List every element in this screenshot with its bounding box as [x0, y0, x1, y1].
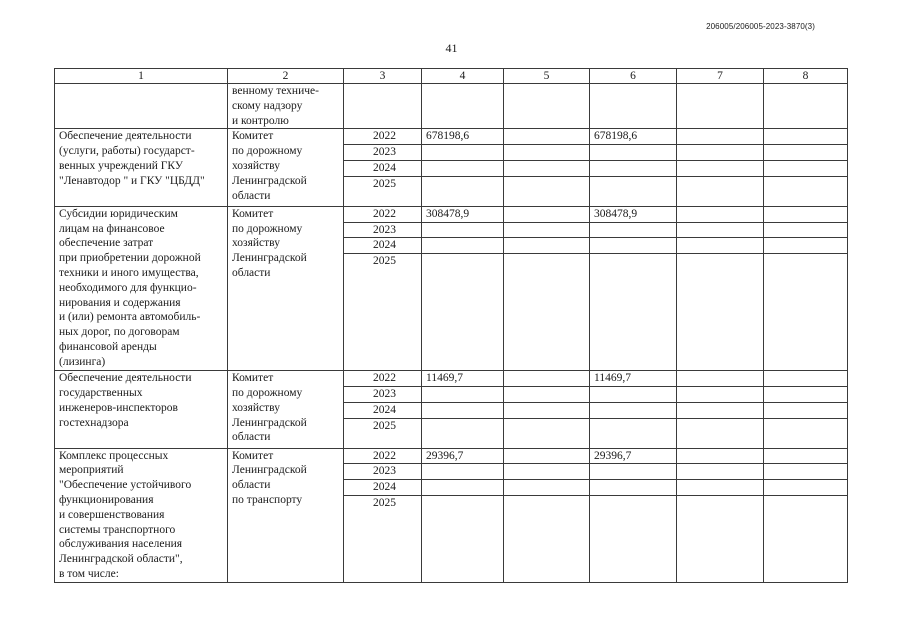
page-number: 41 [445, 41, 458, 55]
regional-budget-cell: 308478,9 [590, 206, 677, 222]
empty-cell [504, 480, 590, 496]
document-id: 206005/206005-2023-3870(3) [706, 22, 815, 31]
total-amount-cell: 11469,7 [422, 371, 504, 387]
responsible-executor-cell [228, 129, 344, 206]
activity-name-line: обслуживания населения [59, 538, 183, 551]
empty-cell [764, 371, 848, 387]
responsible-executor-line: по дорожному [232, 145, 303, 158]
year-row [55, 206, 848, 222]
year-cell: 2024 [344, 238, 422, 254]
activity-name-line: ных дорог, по договорам [59, 326, 180, 339]
responsible-executor-line: Комитет [232, 449, 274, 462]
year-cell: 2025 [344, 495, 422, 582]
empty-cell [504, 254, 590, 371]
empty-cell [677, 402, 764, 418]
empty-cell [504, 402, 590, 418]
empty-cell [764, 254, 848, 371]
empty-cell [590, 386, 677, 402]
activity-name-cell [55, 206, 228, 370]
empty-cell [422, 145, 504, 161]
empty-cell [764, 145, 848, 161]
empty-cell [677, 176, 764, 206]
empty-cell [764, 418, 848, 448]
activity-name-line: венных учреждений ГКУ [59, 159, 183, 172]
empty-cell [504, 238, 590, 254]
total-amount-cell: 29396,7 [422, 448, 504, 464]
year-cell: 2023 [344, 386, 422, 402]
empty-cell [590, 238, 677, 254]
responsible-executor-line: по транспорту [232, 493, 303, 506]
activity-name-line: Комплекс процессных [59, 449, 169, 462]
empty-cell [677, 448, 764, 464]
empty-cell [677, 160, 764, 176]
empty-cell [422, 176, 504, 206]
regional-budget-cell: 678198,6 [590, 129, 677, 145]
responsible-executor-line: хозяйству [232, 159, 280, 172]
budget-table [54, 68, 848, 583]
year-row [55, 371, 848, 387]
empty-cell [504, 448, 590, 464]
regional-budget-cell: 11469,7 [590, 371, 677, 387]
responsible-executor-line: Комитет [232, 207, 274, 220]
responsible-executor-line: Ленинградской [232, 464, 307, 477]
activity-name-line: (услуги, работы) государст- [59, 145, 195, 158]
empty-cell [590, 254, 677, 371]
empty-cell [764, 206, 848, 222]
activity-name-line: гостехнадзора [59, 416, 129, 429]
year-cell: 2022 [344, 129, 422, 145]
column-number-row [55, 69, 848, 84]
empty-cell [422, 464, 504, 480]
column-number: 3 [344, 69, 422, 84]
activity-name-line: "Обеспечение устойчивого [59, 479, 192, 492]
empty-cell [764, 160, 848, 176]
empty-cell [677, 480, 764, 496]
activity-name-line: и совершенствования [59, 508, 165, 521]
column-number: 5 [504, 69, 590, 84]
total-amount-cell: 678198,6 [422, 129, 504, 145]
empty-cell [677, 145, 764, 161]
activity-name-cell [55, 448, 228, 582]
empty-cell [504, 418, 590, 448]
year-cell: 2025 [344, 176, 422, 206]
activity-name-line: техники и иного имущества, [59, 266, 199, 279]
empty-cell [677, 222, 764, 238]
responsible-executor-cell [228, 206, 344, 370]
empty-cell [590, 160, 677, 176]
column-number: 7 [677, 69, 764, 84]
empty-cell [422, 238, 504, 254]
empty-cell [764, 176, 848, 206]
total-amount-cell: 308478,9 [422, 206, 504, 222]
regional-budget-cell: 29396,7 [590, 448, 677, 464]
empty-cell [422, 386, 504, 402]
responsible-executor-line: хозяйству [232, 237, 280, 250]
empty-cell [764, 222, 848, 238]
empty-cell [504, 371, 590, 387]
responsible-executor-line: области [232, 479, 271, 492]
empty-cell [504, 129, 590, 145]
responsible-executor-cell [228, 448, 344, 582]
empty-cell [677, 495, 764, 582]
empty-cell [677, 371, 764, 387]
activity-name-cell [55, 129, 228, 206]
continuation-line: венному техниче- [232, 85, 319, 97]
empty-cell [677, 129, 764, 145]
empty-cell [764, 480, 848, 496]
activity-name-line: лицам на финансовое [59, 222, 165, 235]
responsible-executor-line: хозяйству [232, 401, 280, 414]
responsible-executor-line: Комитет [232, 372, 274, 385]
year-cell: 2024 [344, 402, 422, 418]
empty-cell [677, 464, 764, 480]
activity-name-line: Субсидии юридическим [59, 207, 178, 220]
responsible-executor-line: Ленинградской [232, 252, 307, 265]
year-cell: 2023 [344, 464, 422, 480]
responsible-executor-line: области [232, 266, 271, 279]
column-number: 8 [764, 69, 848, 84]
year-cell: 2025 [344, 418, 422, 448]
year-cell: 2024 [344, 160, 422, 176]
continuation-row [55, 84, 848, 129]
empty-cell [504, 495, 590, 582]
year-row [55, 129, 848, 145]
continuation-name-cell [55, 84, 228, 129]
column-number: 2 [228, 69, 344, 84]
activity-name-line: Ленинградской области", [59, 553, 183, 566]
year-cell: 2022 [344, 448, 422, 464]
empty-cell [764, 402, 848, 418]
year-cell: 2022 [344, 371, 422, 387]
year-cell: 2023 [344, 222, 422, 238]
activity-name-line: в том числе: [59, 567, 119, 580]
empty-cell [590, 222, 677, 238]
empty-cell [590, 495, 677, 582]
activity-name-line: и (или) ремонта автомобиль- [59, 311, 201, 324]
empty-cell [590, 176, 677, 206]
activity-name-line: Обеспечение деятельности [59, 130, 192, 143]
empty-cell [422, 160, 504, 176]
activity-name-line: при приобретении дорожной [59, 252, 201, 265]
empty-cell [764, 386, 848, 402]
empty-cell [422, 418, 504, 448]
activity-name-line: нирования и содержания [59, 296, 181, 309]
responsible-executor-line: Ленинградской [232, 416, 307, 429]
activity-name-line: обеспечение затрат [59, 237, 154, 250]
activity-name-line: "Ленавтодор " и ГКУ "ЦБДД" [59, 174, 205, 187]
responsible-executor-line: Комитет [232, 130, 274, 143]
responsible-executor-line: Ленинградской [232, 174, 307, 187]
responsible-executor-line: по дорожному [232, 222, 303, 235]
responsible-executor-line: области [232, 431, 271, 444]
activity-name-line: государственных [59, 386, 143, 399]
empty-cell [677, 254, 764, 371]
column-number: 1 [55, 69, 228, 84]
empty-cell [677, 238, 764, 254]
activity-name-line: (лизинга) [59, 355, 106, 368]
empty-cell [590, 402, 677, 418]
responsible-executor-line: по дорожному [232, 386, 303, 399]
continuation-line: скому надзору [232, 99, 303, 112]
year-cell: 2024 [344, 480, 422, 496]
empty-cell [344, 84, 422, 129]
empty-cell [504, 222, 590, 238]
year-row [55, 448, 848, 464]
empty-cell [590, 84, 677, 129]
empty-cell [764, 464, 848, 480]
empty-cell [764, 238, 848, 254]
empty-cell [590, 145, 677, 161]
column-number: 4 [422, 69, 504, 84]
empty-cell [677, 84, 764, 129]
empty-cell [590, 480, 677, 496]
empty-cell [504, 145, 590, 161]
activity-name-line: Обеспечение деятельности [59, 372, 192, 385]
activity-name-line: инженеров-инспекторов [59, 401, 178, 414]
empty-cell [590, 464, 677, 480]
empty-cell [422, 222, 504, 238]
year-cell: 2022 [344, 206, 422, 222]
empty-cell [422, 495, 504, 582]
responsible-executor-line: области [232, 189, 271, 202]
empty-cell [422, 254, 504, 371]
empty-cell [677, 386, 764, 402]
empty-cell [422, 480, 504, 496]
empty-cell [590, 418, 677, 448]
empty-cell [764, 84, 848, 129]
empty-cell [504, 386, 590, 402]
empty-cell [504, 84, 590, 129]
empty-cell [677, 206, 764, 222]
empty-cell [504, 464, 590, 480]
empty-cell [764, 129, 848, 145]
empty-cell [504, 206, 590, 222]
column-number: 6 [590, 69, 677, 84]
activity-name-line: системы транспортного [59, 523, 176, 536]
activity-name-line: финансовой аренды [59, 340, 157, 353]
responsible-executor-cell [228, 371, 344, 448]
empty-cell [764, 495, 848, 582]
year-cell: 2025 [344, 254, 422, 371]
activity-name-line: мероприятий [59, 464, 124, 477]
empty-cell [504, 160, 590, 176]
empty-cell [764, 448, 848, 464]
empty-cell [504, 176, 590, 206]
activity-name-cell [55, 371, 228, 448]
activity-name-line: функционирования [59, 493, 154, 506]
empty-cell [422, 402, 504, 418]
year-cell: 2023 [344, 145, 422, 161]
continuation-line: и контролю [232, 114, 289, 127]
activity-name-line: необходимого для функцио- [59, 281, 197, 294]
continuation-responsible-cell [228, 84, 344, 129]
empty-cell [677, 418, 764, 448]
empty-cell [422, 84, 504, 129]
